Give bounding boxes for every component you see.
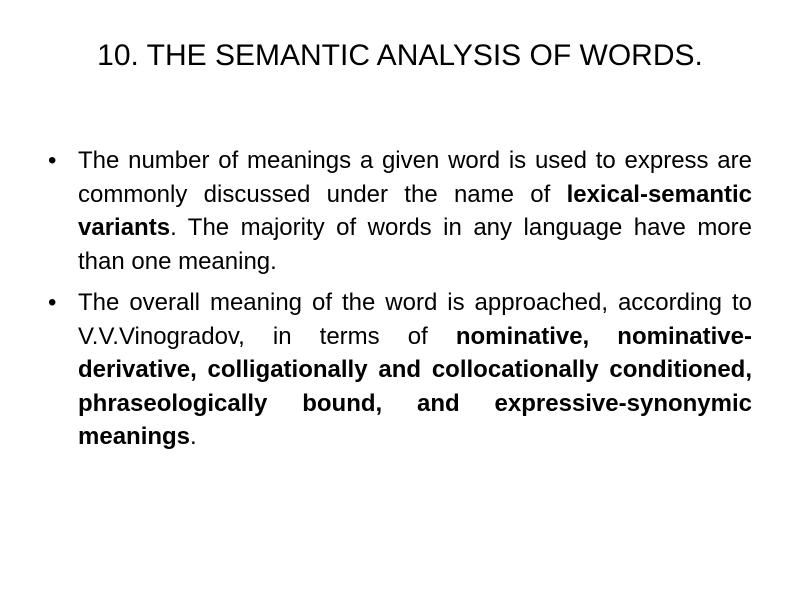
bullet-list xyxy=(48,144,752,462)
bullet-marker: • xyxy=(48,289,57,316)
bullet-marker: • xyxy=(48,147,57,174)
bullet-bold-term: lexical-semantic variants xyxy=(78,180,752,241)
bullet-item xyxy=(48,144,752,278)
bullet-text: . xyxy=(190,423,197,450)
bullet-item xyxy=(48,286,752,454)
bullet-text: The number of meanings a given word is used to express are commonly discussed under the name of xyxy=(78,147,752,208)
bullet-text: . The majority of words in any language have more than one meaning. xyxy=(78,214,752,275)
slide-title: 10. THE SEMANTIC ANALYSIS OF WORDS. xyxy=(97,39,703,72)
bullet-bold-term: nominative, nominative-derivative, colligationally and collocationally conditioned, phraseologically bound, and expressive-synonymic meanings xyxy=(78,322,752,450)
bullet-text: The overall meaning of the word is approached, according to V.V.Vinogradov, in terms of xyxy=(78,289,752,350)
